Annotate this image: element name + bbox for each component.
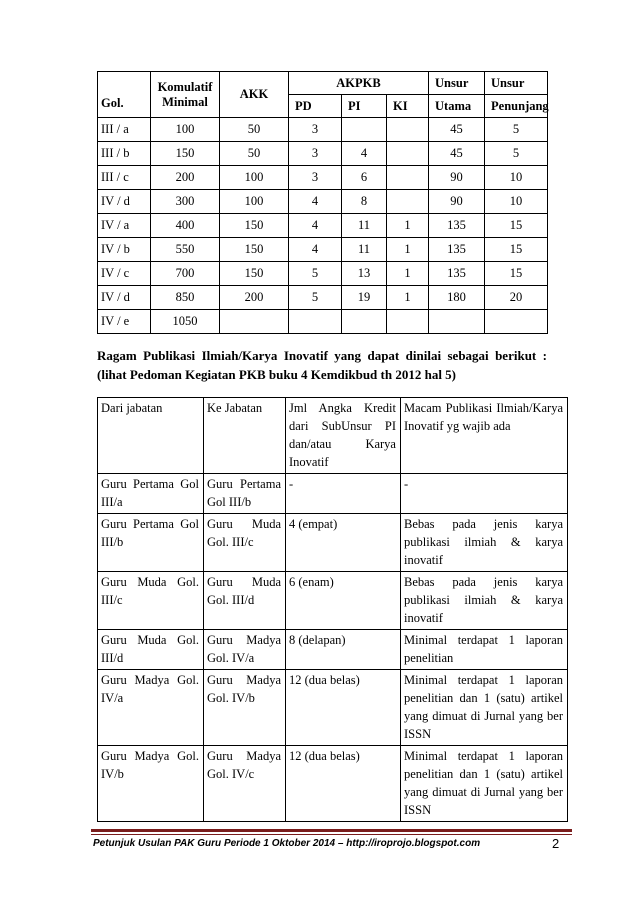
cell-dari-jabatan: Guru Muda Gol. III/c — [98, 572, 204, 630]
table-header-row — [98, 398, 568, 474]
cell-akk: 150 — [220, 238, 289, 262]
cell-akk: 100 — [220, 190, 289, 214]
cell-macam-publikasi: Minimal terdapat 1 laporan penelitian — [401, 630, 568, 670]
publication-requirements-table — [97, 397, 568, 822]
cell-unsur-penunjang: 10 — [485, 190, 548, 214]
cell-komulatif: 550 — [151, 238, 220, 262]
cell-ke-jabatan: Guru Muda Gol. III/d — [204, 572, 286, 630]
table-row — [98, 746, 568, 822]
cell-dari-jabatan: Guru Pertama Gol III/b — [98, 514, 204, 572]
header-unsur-penunjang-1: Unsur — [485, 72, 548, 95]
cell-ki: 1 — [387, 262, 429, 286]
header-komulatif: Komulatif — [157, 79, 213, 94]
cell-unsur-penunjang: 5 — [485, 118, 548, 142]
cell-akk: 50 — [220, 118, 289, 142]
table-row — [98, 262, 548, 286]
cell-unsur-utama: 45 — [429, 118, 485, 142]
cell-unsur-utama: 135 — [429, 214, 485, 238]
cell-ki — [387, 118, 429, 142]
cell-pd: 4 — [289, 238, 342, 262]
table-row — [98, 214, 548, 238]
cell-unsur-utama: 180 — [429, 286, 485, 310]
credit-requirements-table — [97, 71, 548, 334]
cell-dari-jabatan: Guru Madya Gol. IV/b — [98, 746, 204, 822]
header-jml-angka-kredit: Jml Angka Kredit dari SubUnsur PI dan/atau Karya Inovatif — [286, 398, 401, 474]
cell-gol: IV / e — [98, 310, 151, 334]
cell-pi: 11 — [342, 214, 387, 238]
cell-gol: III / b — [98, 142, 151, 166]
cell-unsur-penunjang: 10 — [485, 166, 548, 190]
cell-unsur-penunjang: 15 — [485, 238, 548, 262]
cell-komulatif: 1050 — [151, 310, 220, 334]
header-akpkb: AKPKB — [289, 72, 429, 95]
footer-rule-thin — [91, 834, 572, 835]
table-row — [98, 670, 568, 746]
cell-jml-angka-kredit: 6 (enam) — [286, 572, 401, 630]
cell-ki: 1 — [387, 286, 429, 310]
cell-ki — [387, 310, 429, 334]
cell-unsur-utama: 135 — [429, 262, 485, 286]
table-row — [98, 286, 548, 310]
cell-pi — [342, 310, 387, 334]
cell-akk: 100 — [220, 166, 289, 190]
cell-unsur-utama: 90 — [429, 166, 485, 190]
cell-macam-publikasi: Bebas pada jenis karya publikasi ilmiah & karya inovatif — [401, 572, 568, 630]
header-minimal: Minimal — [162, 94, 208, 109]
cell-ki: 1 — [387, 214, 429, 238]
cell-komulatif: 700 — [151, 262, 220, 286]
table-row — [98, 190, 548, 214]
cell-akk: 150 — [220, 262, 289, 286]
cell-pd — [289, 310, 342, 334]
table-row — [98, 166, 548, 190]
cell-pd: 3 — [289, 166, 342, 190]
cell-unsur-penunjang: 5 — [485, 142, 548, 166]
cell-dari-jabatan: Guru Madya Gol. IV/a — [98, 670, 204, 746]
header-ke-jabatan: Ke Jabatan — [204, 398, 286, 474]
header-macam-publikasi: Macam Publikasi Ilmiah/Karya Inovatif yg wajib ada — [401, 398, 568, 474]
cell-pd: 5 — [289, 286, 342, 310]
cell-gol: IV / b — [98, 238, 151, 262]
cell-komulatif: 200 — [151, 166, 220, 190]
cell-jml-angka-kredit: 12 (dua belas) — [286, 746, 401, 822]
header-pd: PD — [289, 95, 342, 118]
table-row — [98, 474, 568, 514]
header-pi: PI — [342, 95, 387, 118]
cell-pd: 4 — [289, 214, 342, 238]
table-row — [98, 630, 568, 670]
cell-komulatif: 300 — [151, 190, 220, 214]
cell-jml-angka-kredit: 4 (empat) — [286, 514, 401, 572]
page-number: 2 — [552, 836, 560, 851]
cell-pd: 5 — [289, 262, 342, 286]
table-row — [98, 118, 548, 142]
cell-ki: 1 — [387, 238, 429, 262]
cell-macam-publikasi: Bebas pada jenis karya publikasi ilmiah & karya inovatif — [401, 514, 568, 572]
cell-ke-jabatan: Guru Madya Gol. IV/c — [204, 746, 286, 822]
table-row — [98, 572, 568, 630]
cell-gol: IV / d — [98, 190, 151, 214]
cell-jml-angka-kredit: 8 (delapan) — [286, 630, 401, 670]
cell-ke-jabatan: Guru Madya Gol. IV/b — [204, 670, 286, 746]
cell-akk: 200 — [220, 286, 289, 310]
cell-unsur-utama: 45 — [429, 142, 485, 166]
cell-akk: 50 — [220, 142, 289, 166]
cell-pd: 4 — [289, 190, 342, 214]
cell-gol: IV / d — [98, 286, 151, 310]
cell-komulatif: 400 — [151, 214, 220, 238]
cell-pi: 6 — [342, 166, 387, 190]
cell-akk — [220, 310, 289, 334]
cell-jml-angka-kredit: - — [286, 474, 401, 514]
cell-gol: III / c — [98, 166, 151, 190]
footer-text: Petunjuk Usulan PAK Guru Periode 1 Oktober 2014 – http://iroprojo.blogspot.com — [93, 838, 481, 849]
cell-gol: IV / c — [98, 262, 151, 286]
footer-rule — [91, 829, 572, 832]
cell-pi: 19 — [342, 286, 387, 310]
cell-pi: 13 — [342, 262, 387, 286]
credit-requirements-body — [98, 118, 548, 334]
table-row — [98, 310, 548, 334]
cell-pi — [342, 118, 387, 142]
cell-ke-jabatan: Guru Muda Gol. III/c — [204, 514, 286, 572]
cell-pi: 8 — [342, 190, 387, 214]
cell-unsur-penunjang: 20 — [485, 286, 548, 310]
table-row — [98, 238, 548, 262]
cell-ki — [387, 166, 429, 190]
cell-dari-jabatan: Guru Pertama Gol III/a — [98, 474, 204, 514]
cell-unsur-utama — [429, 310, 485, 334]
publication-requirements-body — [98, 474, 568, 822]
cell-unsur-utama: 90 — [429, 190, 485, 214]
cell-ki — [387, 142, 429, 166]
cell-ke-jabatan: Guru Madya Gol. IV/a — [204, 630, 286, 670]
cell-akk: 150 — [220, 214, 289, 238]
cell-unsur-penunjang: 15 — [485, 262, 548, 286]
cell-gol: IV / a — [98, 214, 151, 238]
cell-dari-jabatan: Guru Muda Gol. III/d — [98, 630, 204, 670]
cell-komulatif: 850 — [151, 286, 220, 310]
cell-komulatif: 100 — [151, 118, 220, 142]
table-row — [98, 514, 568, 572]
cell-macam-publikasi: - — [401, 474, 568, 514]
cell-pi: 4 — [342, 142, 387, 166]
header-komulatif-minimal — [151, 72, 220, 118]
cell-unsur-penunjang — [485, 310, 548, 334]
header-unsur-utama-1: Unsur — [429, 72, 485, 95]
header-ki: KI — [387, 95, 429, 118]
cell-pd: 3 — [289, 142, 342, 166]
cell-pi: 11 — [342, 238, 387, 262]
header-gol: Gol. — [98, 72, 151, 118]
cell-macam-publikasi: Minimal terdapat 1 laporan penelitian dan 1 (satu) artikel yang dimuat di Jurnal yang ber ISSN — [401, 746, 568, 822]
cell-ki — [387, 190, 429, 214]
header-unsur-utama-2: Utama — [429, 95, 485, 118]
header-dari-jabatan: Dari jabatan — [98, 398, 204, 474]
cell-unsur-utama: 135 — [429, 238, 485, 262]
table-row — [98, 142, 548, 166]
cell-unsur-penunjang: 15 — [485, 214, 548, 238]
cell-ke-jabatan: Guru Pertama Gol III/b — [204, 474, 286, 514]
publication-intro-paragraph: Ragam Publikasi Ilmiah/Karya Inovatif yang dapat dinilai sebagai berikut : (lihat Pedoman Kegiatan PKB buku 4 Kemdikbud th 2012 hal 5) — [97, 348, 547, 382]
header-akk: AKK — [220, 72, 289, 118]
cell-komulatif: 150 — [151, 142, 220, 166]
header-unsur-penunjang-2: Penunjang — [485, 95, 548, 118]
cell-gol: III / a — [98, 118, 151, 142]
cell-macam-publikasi: Minimal terdapat 1 laporan penelitian dan 1 (satu) artikel yang dimuat di Jurnal yang ber ISSN — [401, 670, 568, 746]
cell-jml-angka-kredit: 12 (dua belas) — [286, 670, 401, 746]
cell-pd: 3 — [289, 118, 342, 142]
